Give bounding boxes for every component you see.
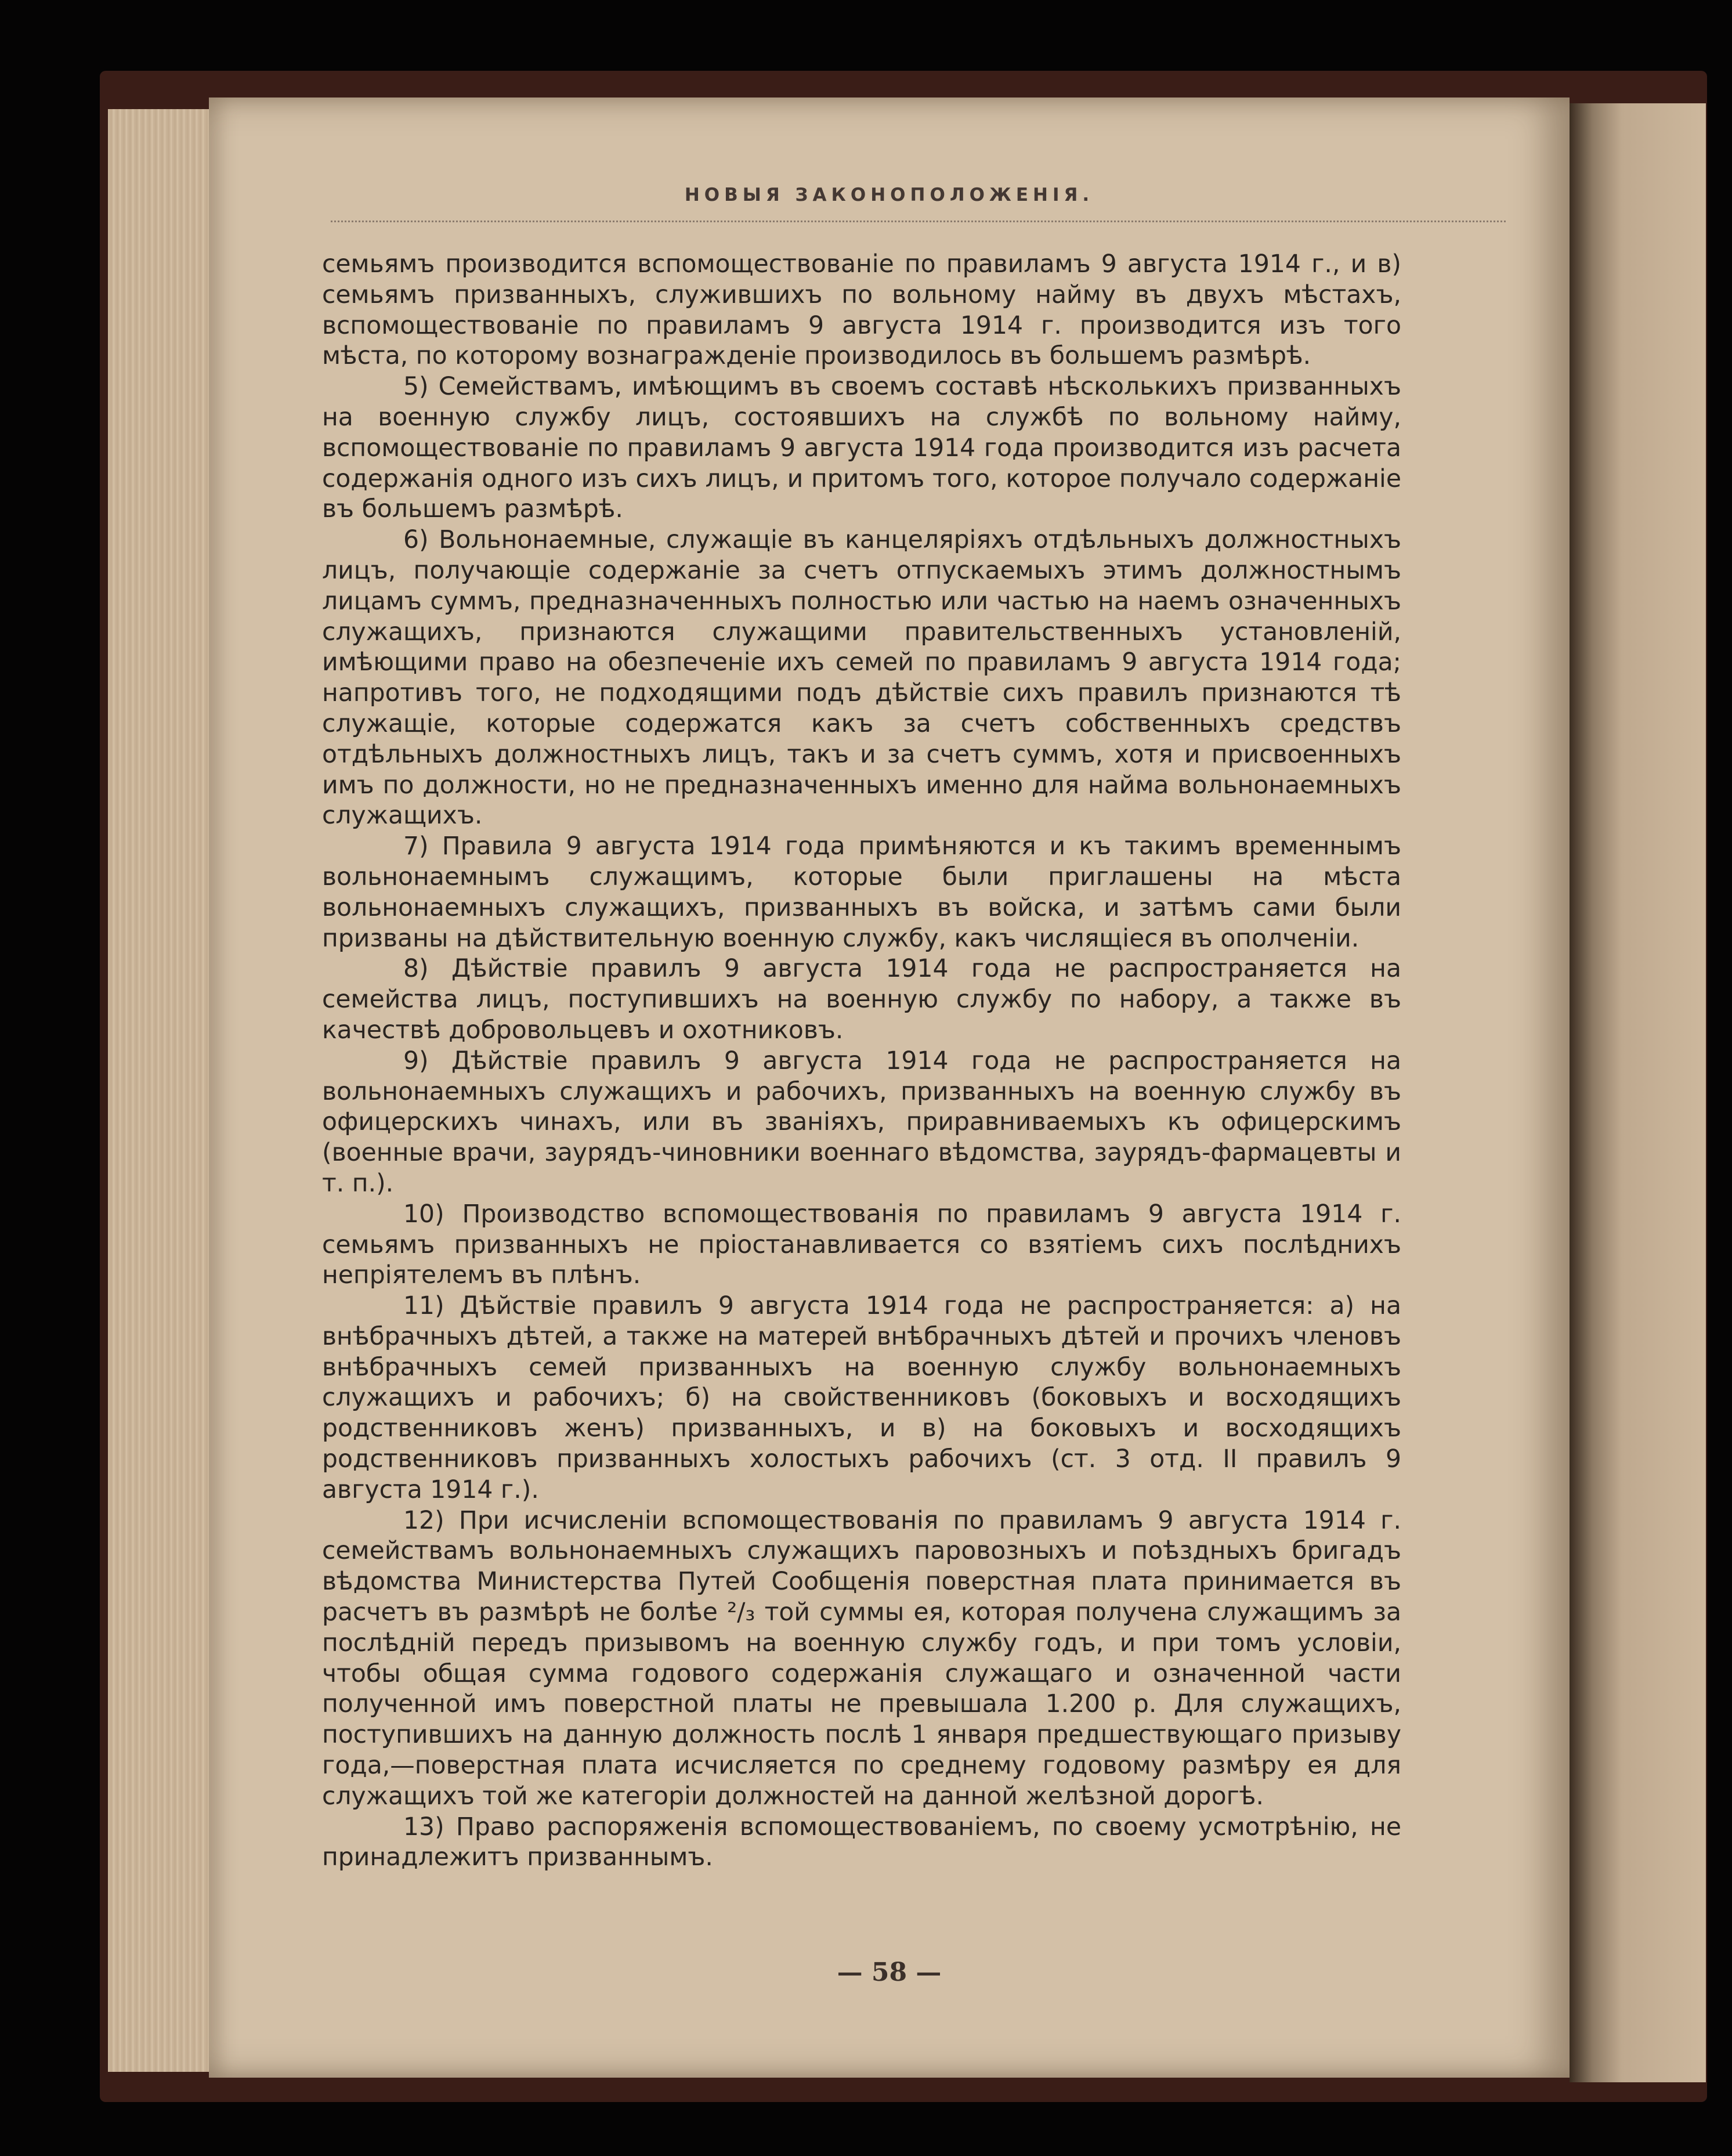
book-page bbox=[209, 97, 1570, 2078]
paragraph-continuation: семьямъ производится вспомоществованіе по правиламъ 9 августа 1914 г., и в) семьямъ призванныхъ, служившихъ по вольному найму въ двухъ мѣстахъ, вспомоществованіе по правиламъ 9 августа 1914 г. производится изъ того мѣста, по которому вознагражденіе производилось въ большемъ размѣрѣ. bbox=[322, 250, 1401, 371]
paragraph-13: 13) Право распоряженія вспомоществованіемъ, по своему усмотрѣнію, не принадлежитъ призваннымъ. bbox=[322, 1812, 1401, 1872]
paragraph-11: 11) Дѣйствіе правилъ 9 августа 1914 года не распространяется: а) на внѣбрачныхъ дѣтей, а также на матерей внѣбрачныхъ дѣтей и прочихъ членовъ внѣбрачныхъ семей призванныхъ на военную службу вольнонаемныхъ служащихъ и рабочихъ; б) на свойственниковъ (боковыхъ и восходящихъ родственниковъ женъ) призванныхъ, и в) на боковыхъ и восходящихъ родственниковъ призванныхъ холостыхъ рабочихъ (ст. 3 отд. II правилъ 9 августа 1914 г.). bbox=[322, 1292, 1401, 1504]
facing-page-edge bbox=[1570, 103, 1706, 2082]
paragraph-8: 8) Дѣйствіе правилъ 9 августа 1914 года не распространяется на семейства лицъ, поступившихъ на военную службу по набору, а также въ качествѣ добровольцевъ и охотниковъ. bbox=[322, 955, 1401, 1045]
page-edges bbox=[108, 109, 221, 2072]
paragraph-7: 7) Правила 9 августа 1914 года примѣняются и къ такимъ временнымъ вольнонаемнымъ служащимъ, которые были приглашены на мѣста вольнонаемныхъ служащихъ, призванныхъ въ войска, и затѣмъ сами были призваны на дѣйствительную военную службу, какъ числящіеся въ ополченіи. bbox=[322, 832, 1401, 953]
page-number: — 58 — bbox=[837, 1958, 942, 1987]
paragraph-12: 12) При исчисленіи вспомоществованія по правиламъ 9 августа 1914 г. семействамъ вольнонаемныхъ служащихъ паровозныхъ и поѣздныхъ бригадъ вѣдомства Министерства Путей Сообщенія поверстная плата принимается въ расчетъ въ размѣрѣ не болѣе ²/₃ той суммы ея, которая получена служащимъ за послѣдній передъ призывомъ на военную службу годъ, и при томъ условіи, чтобы общая сумма годового содержанія служащаго и означенной части полученной имъ поверстной платы не превышала 1.200 р. Для служащихъ, поступившихъ на данную должность послѣ 1 января предшествующаго призыву года,—поверстная плата исчисляется по среднему годовому размѣру ея для служащихъ той же категоріи должностей на данной желѣзной дорогѣ. bbox=[322, 1506, 1401, 1811]
body-text bbox=[322, 250, 1401, 1873]
paragraph-5: 5) Семействамъ, имѣющимъ въ своемъ составѣ нѣсколькихъ призванныхъ на военную службу лицъ, состоявшихъ на службѣ по вольному найму, вспомоществованіе по правиламъ 9 августа 1914 года производится изъ расчета содержанія одного изъ сихъ лицъ, и притомъ того, которое получало содержаніе въ большемъ размѣрѣ. bbox=[322, 373, 1401, 524]
paragraph-10: 10) Производство вспомоществованія по правиламъ 9 августа 1914 г. семьямъ призванныхъ не пріостанавливается со взятіемъ сихъ послѣднихъ непріятелемъ въ плѣнъ. bbox=[322, 1200, 1401, 1290]
header-rule bbox=[331, 221, 1506, 222]
paragraph-6: 6) Вольнонаемные, служащіе въ канцеляріяхъ отдѣльныхъ должностныхъ лицъ, получающіе содержаніе за счетъ отпускаемыхъ этимъ должностнымъ лицамъ суммъ, предназначенныхъ полностью или частью на наемъ означенныхъ служащихъ, признаются служащими правительственныхъ установленій, имѣющими право на обезпеченіе ихъ семей по правиламъ 9 августа 1914 года; напротивъ того, не подходящими подъ дѣйствіе сихъ правилъ признаются тѣ служащіе, которые содержатся какъ за счетъ собственныхъ средствъ отдѣльныхъ должностныхъ лицъ, такъ и за счетъ суммъ, хотя и присвоенныхъ имъ по должности, но не предназначенныхъ именно для найма вольнонаемныхъ служащихъ. bbox=[322, 526, 1401, 830]
paragraph-9: 9) Дѣйствіе правилъ 9 августа 1914 года не распространяется на вольнонаемныхъ служащихъ и рабочихъ, призванныхъ на военную службу въ офицерскихъ чинахъ, или въ званіяхъ, приравниваемыхъ къ офицерскимъ (военные врачи, заурядъ-чиновники военнаго вѣдомства, заурядъ-фармацевты и т. п.). bbox=[322, 1046, 1401, 1198]
running-head: НОВЫЯ ЗАКОНОПОЛОЖЕНІЯ. bbox=[684, 185, 1094, 205]
